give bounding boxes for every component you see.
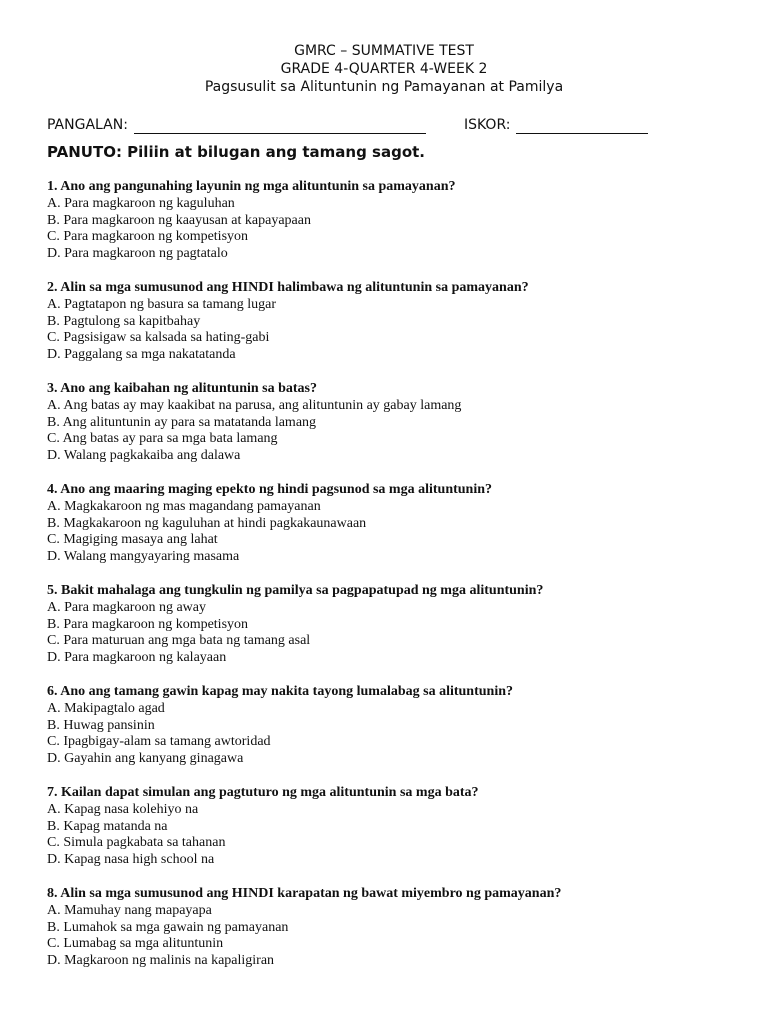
question-text: 2. Alin sa mga sumusunod ang HINDI halimbawa ng alituntunin sa pamayanan? xyxy=(47,280,529,295)
question-text: 4. Ano ang maaring maging epekto ng hindi pagsunod sa mga alituntunin? xyxy=(47,482,493,497)
score-field xyxy=(464,116,648,134)
choice-c: C. Para magkaroon ng kompetisyon xyxy=(47,229,249,245)
choice-b: B. Lumahok sa mga gawain ng pamayanan xyxy=(47,919,289,935)
student-info-row xyxy=(47,116,747,136)
choice-a: A. Mamuhay nang mapayapa xyxy=(47,902,212,918)
choice-a: A. Pagtatapon ng basura sa tamang lugar xyxy=(47,296,276,312)
score-blank-line xyxy=(516,118,648,134)
choice-b: B. Ang alituntunin ay para sa matatanda lamang xyxy=(47,414,317,430)
choice-b: B. Para magkaroon ng kompetisyon xyxy=(47,616,249,632)
question-5 xyxy=(47,583,747,667)
choice-c: C. Simula pagkabata sa tahanan xyxy=(47,835,226,851)
choice-d: D. Kapag nasa high school na xyxy=(47,852,215,868)
choice-b: B. Pagtulong sa kapitbahay xyxy=(47,313,201,329)
question-2 xyxy=(47,280,747,364)
choice-c: C. Ipagbigay-alam sa tamang awtoridad xyxy=(47,734,271,750)
question-text: 3. Ano ang kaibahan ng alituntunin sa batas? xyxy=(47,381,317,396)
question-text: 8. Alin sa mga sumusunod ang HINDI karapatan ng bawat miyembro ng pamayanan? xyxy=(47,886,562,901)
question-7 xyxy=(47,785,747,869)
choice-c: C. Lumabag sa mga alituntunin xyxy=(47,936,224,952)
choice-a: A. Para magkaroon ng kaguluhan xyxy=(47,195,235,211)
question-text: 7. Kailan dapat simulan ang pagtuturo ng mga alituntunin sa mga bata? xyxy=(47,785,479,800)
name-field xyxy=(47,116,426,134)
choice-c: C. Ang batas ay para sa mga bata lamang xyxy=(47,431,278,447)
choice-d: D. Magkaroon ng malinis na kapaligiran xyxy=(47,953,275,969)
name-label: PANGALAN: xyxy=(47,117,128,133)
question-6 xyxy=(47,684,747,768)
question-text: 6. Ano ang tamang gawin kapag may nakita tayong lumalabag sa alituntunin? xyxy=(47,684,513,699)
test-topic: Pagsusulit sa Alituntunin ng Pamayanan at Pamilya xyxy=(204,79,564,95)
test-header xyxy=(0,42,768,96)
choice-d: D. Walang pagkakaiba ang dalawa xyxy=(47,448,241,464)
question-1 xyxy=(47,179,747,263)
question-text: 5. Bakit mahalaga ang tungkulin ng pamilya sa pagpapatupad ng mga alituntunin? xyxy=(47,583,544,598)
choice-c: C. Magiging masaya ang lahat xyxy=(47,532,218,548)
choice-d: D. Gayahin ang kanyang ginagawa xyxy=(47,751,244,767)
choice-c: C. Para maturuan ang mga bata ng tamang asal xyxy=(47,633,311,649)
choice-a: A. Magkakaroon ng mas magandang pamayanan xyxy=(47,498,321,514)
question-4 xyxy=(47,482,747,566)
choice-c: C. Pagsisigaw sa kalsada sa hating-gabi xyxy=(47,330,270,346)
choice-b: B. Huwag pansinin xyxy=(47,717,155,733)
question-text: 1. Ano ang pangunahing layunin ng mga alituntunin sa pamayanan? xyxy=(47,179,456,194)
choice-b: B. Magkakaroon ng kaguluhan at hindi pagkakaunawaan xyxy=(47,515,367,531)
grade-quarter-week: GRADE 4-QUARTER 4-WEEK 2 xyxy=(280,61,488,77)
question-8 xyxy=(47,886,747,970)
choice-d: D. Para magkaroon ng pagtatalo xyxy=(47,246,228,262)
choice-d: D. Walang mangyayaring masama xyxy=(47,549,240,565)
choice-a: A. Para magkaroon ng away xyxy=(47,599,207,615)
test-title: GMRC – SUMMATIVE TEST xyxy=(294,43,474,59)
choice-d: D. Paggalang sa mga nakatatanda xyxy=(47,347,236,363)
choice-a: A. Kapag nasa kolehiyo na xyxy=(47,801,199,817)
name-blank-line xyxy=(134,118,426,134)
choice-b: B. Para magkaroon ng kaayusan at kapayapaan xyxy=(47,212,311,228)
choice-a: A. Ang batas ay may kaakibat na parusa, ang alituntunin ay gabay lamang xyxy=(47,397,462,413)
instructions: PANUTO: Piliin at bilugan ang tamang sagot. xyxy=(47,143,426,161)
choice-d: D. Para magkaroon ng kalayaan xyxy=(47,650,227,666)
choice-b: B. Kapag matanda na xyxy=(47,818,168,834)
question-3 xyxy=(47,381,747,465)
score-label: ISKOR: xyxy=(464,117,511,133)
choice-a: A. Makipagtalo agad xyxy=(47,700,165,716)
